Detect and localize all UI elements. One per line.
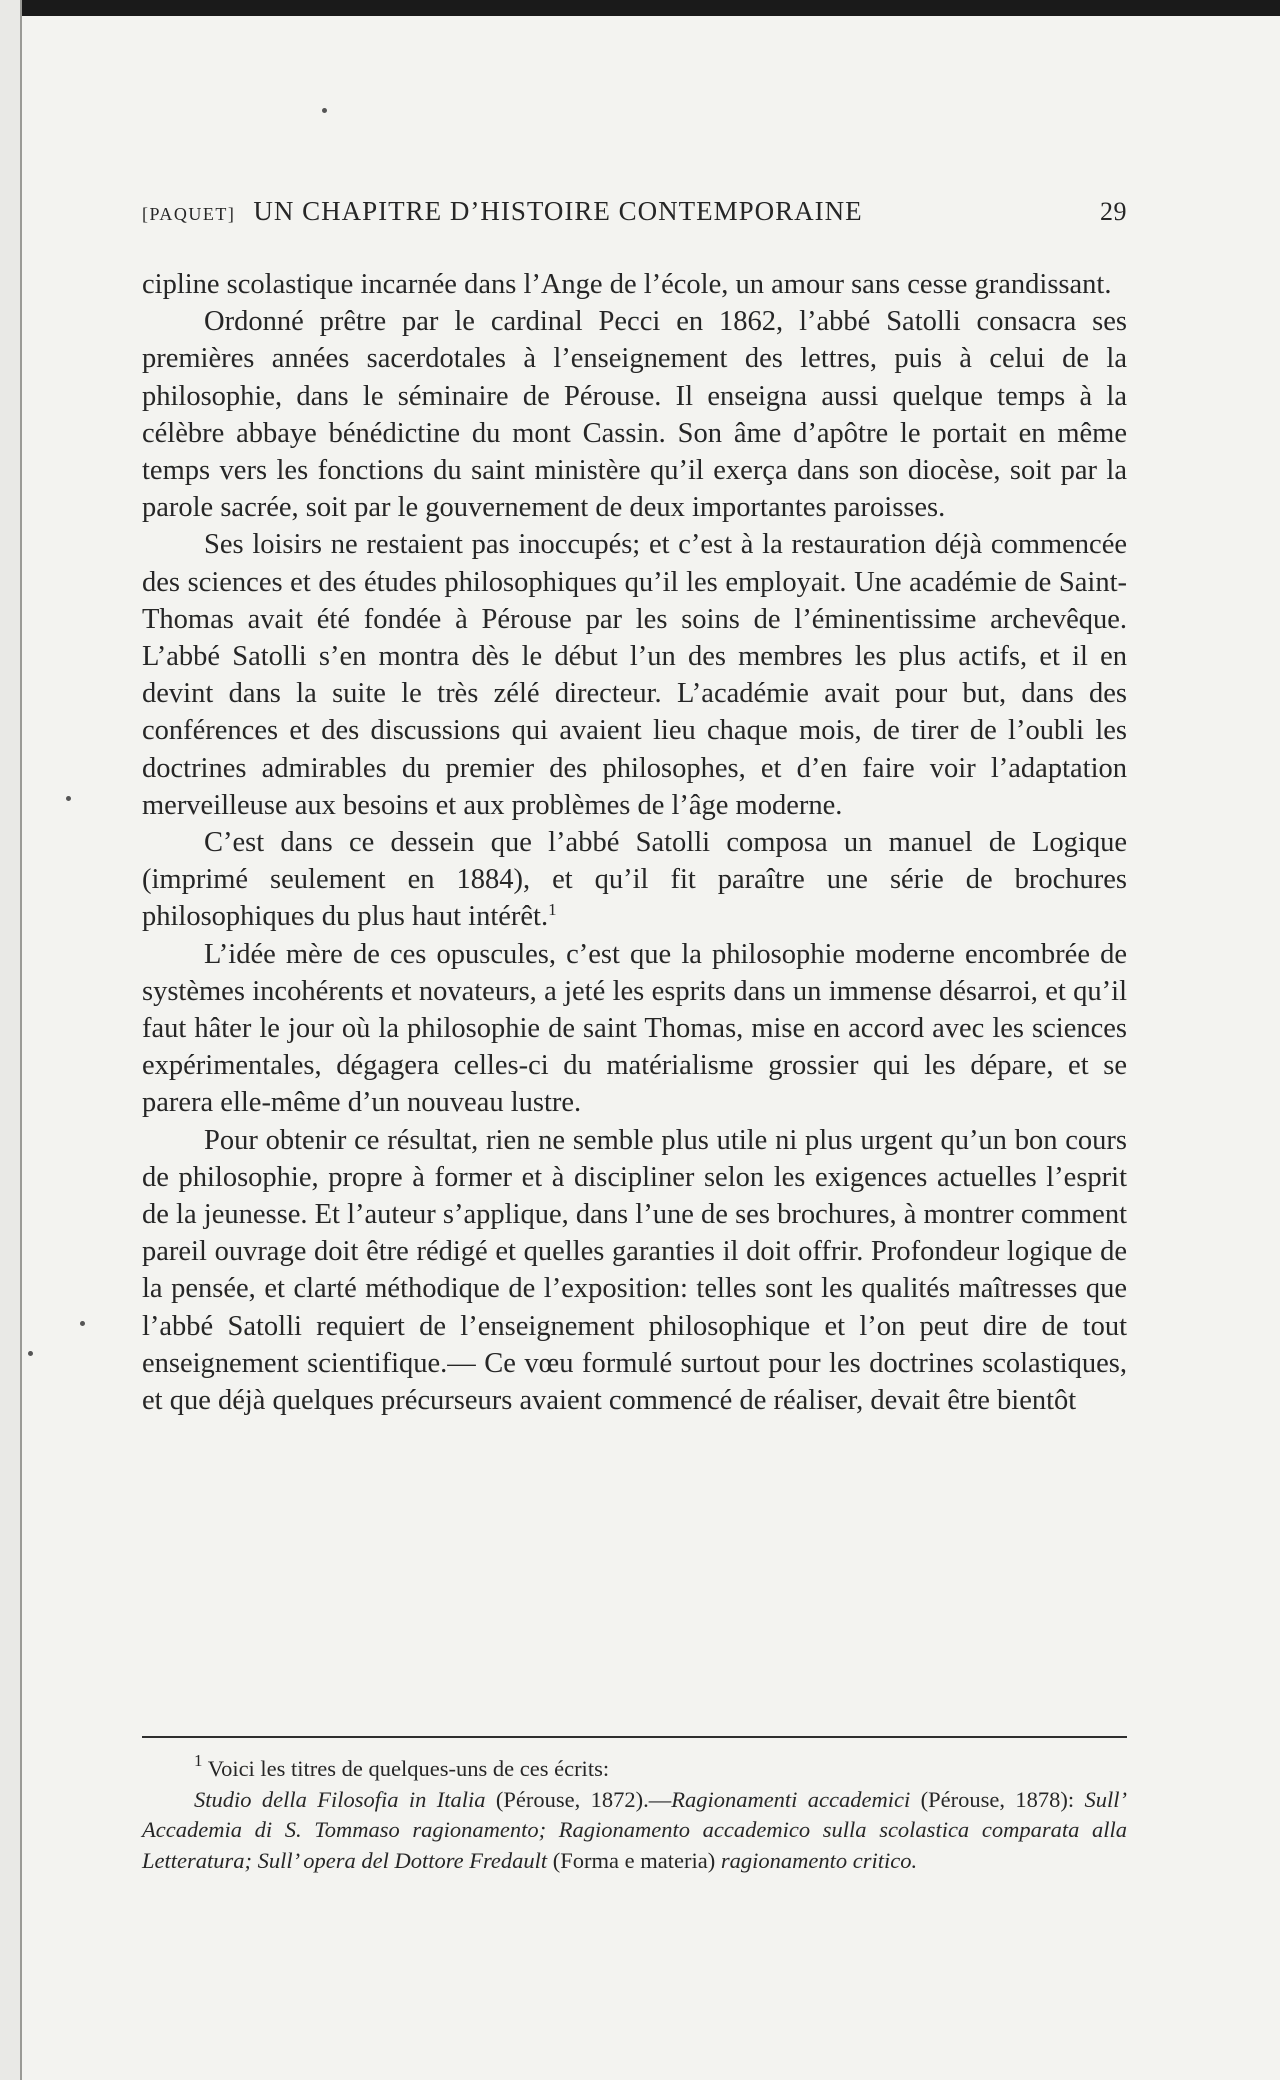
running-title: UN CHAPITRE D’HISTOIRE CONTEMPORAINE — [253, 196, 863, 226]
footnote-title: Studio della Filosofia in Italia — [194, 1786, 486, 1812]
footnote-1-body — [142, 1785, 1127, 1877]
scan-top-edge — [0, 0, 1280, 16]
paragraph-text: C’est dans ce dessein que l’abbé Satolli composa un manuel de Logique (imprimé seulement en 1884), et qu’il fit paraître une série de brochures philosophiques du plus haut intérêt. — [142, 827, 1127, 933]
page-number: 29 — [1100, 197, 1127, 226]
footnote-reference[interactable]: 1 — [548, 900, 557, 920]
paragraph: Pour obtenir ce résultat, rien ne semble plus utile ni plus urgent qu’un bon cours de philosophie, propre à former et à discipliner selon les exigences actuelles l’esprit de la jeunesse. Et l’auteur s’applique, dans l’une de ses brochures, à montrer comment pareil ouvrage doit être rédigé et quelles garanties il doit offrir. Profondeur logique de la pensée, et clarté méthodique de l’exposition: telles sont les qualités maîtresses que l’abbé Satolli requiert de l’enseignement philosophique et l’on peut dire de tout enseignement scientifique.— Ce vœu formulé surtout pour les doctrines scolastiques, et que déjà quelques précurseurs avaient commencé de réaliser, devait être bientôt — [142, 1124, 1127, 1417]
footnote-title: ragionamento critico. — [720, 1847, 918, 1873]
footnote-marker: 1 — [194, 1751, 203, 1770]
footnotes — [142, 1751, 1127, 1876]
book-page — [22, 16, 1280, 2080]
footnote-text: (Forma e materia) — [547, 1847, 721, 1873]
paragraph: L’idée mère de ces opuscules, c’est que la philosophie moderne encombrée de systèmes incohérents et novateurs, a jeté les esprits dans un immense désarroi, et qu’il faut hâter le jour où la philosophie de saint Thomas, mise en accord avec les sciences expérimentales, dégagera celles-ci du matérialisme grossier qui les dépare, et se parera elle-même d’un nouveau lustre. — [142, 938, 1127, 1119]
speck — [28, 1351, 33, 1356]
running-header — [142, 196, 1127, 227]
footnote-rule — [142, 1736, 1127, 1738]
speck — [66, 796, 71, 801]
paragraph: Ses loisirs ne restaient pas inoccupés; et c’est à la restauration déjà commencée des sciences et des études philosophiques qu’il les employait. Une académie de Saint-Thomas avait été fondée à Pérouse par les soins de l’éminentissime archevêque. L’abbé Satolli s’en montra dès le début l’un des membres les plus actifs, et il en devint dans la suite le très zélé directeur. L’académie avait pour but, dans des conférences et des discussions qui avaient lieu chaque mois, de tirer de l’oubli les doctrines admirables du premier des philosophes, et d’en faire voir l’adaptation merveilleuse aux besoins et aux problèmes de l’âge moderne. — [142, 529, 1127, 821]
paragraph: cipline scolastique incarnée dans l’Ange de l’école, un amour sans cesse grandissant. — [142, 269, 1112, 300]
paragraph — [142, 824, 1127, 936]
footnote-1-intro — [142, 1751, 1127, 1785]
footnote-title: Ragionamenti accademici — [671, 1786, 911, 1812]
footnote-text: (Pérouse, 1878): — [910, 1786, 1085, 1812]
body-text — [142, 266, 1127, 1419]
footnote-text: (Pérouse, 1872).— — [485, 1786, 672, 1812]
footnote-title: Sull’ Accademia di S. Tommaso ragionamento; Ragionamento accademico sulla scolastica comparata alla Letteratura; Sull’ opera del Dottore Fredault — [142, 1786, 1127, 1873]
speck — [80, 1321, 85, 1326]
footnote-intro-text: Voici les titres de quelques-uns de ces écrits: — [202, 1756, 610, 1781]
paragraph: Ordonné prêtre par le cardinal Pecci en 1862, l’abbé Satolli consacra ses premières années sacerdotales à l’enseignement des lettres, puis à celui de la philosophie, dans le séminaire de Pérouse. Il enseigna aussi quelque temps à la célèbre abbaye bénédictine du mont Cassin. Son âme d’apôtre le portait en même temps vers les fonctions du saint ministère qu’il exerça dans son diocèse, soit par la parole sacrée, soit par le gouvernement de deux importantes paroisses. — [142, 306, 1127, 524]
scan-left-edge — [0, 0, 22, 2080]
speck — [322, 108, 327, 113]
running-author: [PAQUET] — [142, 204, 236, 224]
